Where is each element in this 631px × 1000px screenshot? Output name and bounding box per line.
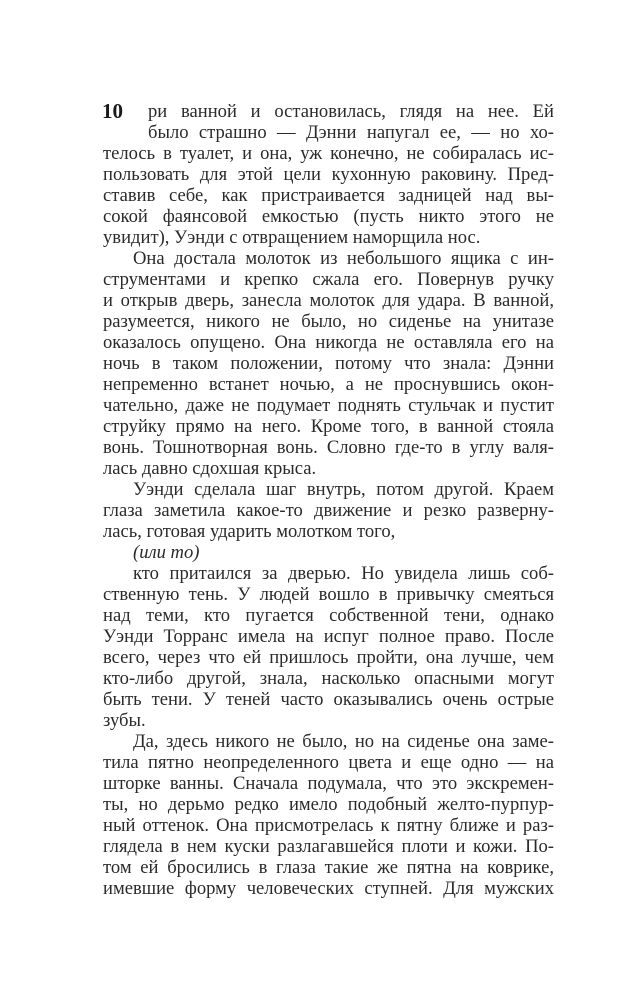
text-line: быть тени. У теней часто оказывались очень острые xyxy=(103,689,554,710)
text-line: глядела в нем куски разлагавшейся плоти и кожи. По- xyxy=(103,836,554,857)
text-line: ставив себе, как пристраивается задницей над вы- xyxy=(103,185,554,206)
text-line: струйку прямо на него. Кроме того, в ванной стояла xyxy=(103,416,554,437)
text-line: Уэнди сделала шаг внутрь, потом другой. Краем xyxy=(133,479,554,500)
text-line: ный оттенок. Она присмотрелась к пятну ближе и раз- xyxy=(103,815,554,836)
text-line: лась давно сдохшая крыса. xyxy=(103,458,317,479)
text-line: шторке ванны. Сначала подумала, что это экскремен- xyxy=(103,773,554,794)
text-line: глаза заметила какое-то движение и резко разверну- xyxy=(103,500,554,521)
text-line: непременно встанет ночью, а не проснувшись окон- xyxy=(103,374,554,395)
text-line: вонь. Тошнотворная вонь. Словно где-то в углу валя- xyxy=(103,437,554,458)
text-line: пользовать для этой цели кухонную раковину. Пред- xyxy=(103,164,554,185)
text-line: оказалось опущено. Она никогда не оставляла его на xyxy=(103,332,554,353)
text-line: над теми, кто пугается собственной тени, однако xyxy=(103,605,554,626)
page-number: 10 xyxy=(102,99,123,123)
text-line: ри ванной и остановилась, глядя на нее. Ей xyxy=(148,101,554,122)
text-line: телось в туалет, и она, уж конечно, не собиралась ис- xyxy=(103,143,554,164)
text-line: ственную тень. У людей вошло в привычку смеяться xyxy=(103,584,554,605)
text-line: (или то) xyxy=(133,542,200,563)
text-line: чательно, даже не подумает поднять стульчак и пустит xyxy=(103,395,554,416)
text-line: лась, готовая ударить молотком того, xyxy=(103,521,396,542)
text-line: струментами и крепко сжала его. Повернув ручку xyxy=(103,269,554,290)
text-line: Уэнди Торранс имела на испуг полное право. После xyxy=(103,626,554,647)
text-line: ты, но дерьмо редко имело подобный желто-пурпур- xyxy=(103,794,554,815)
text-line: кто притаился за дверью. Но увидела лишь соб- xyxy=(133,563,554,584)
text-line: кто-либо другой, знала, насколько опасными могут xyxy=(103,668,554,689)
text-line: том ей бросились в глаза такие же пятна на коврике, xyxy=(103,857,554,878)
text-line: и открыв дверь, занесла молоток для удара. В ванной, xyxy=(103,290,554,311)
body-text xyxy=(103,101,554,899)
text-line: всего, через что ей пришлось пройти, она лучше, чем xyxy=(103,647,554,668)
text-line: разумеется, никого не было, но сиденье на унитазе xyxy=(103,311,554,332)
text-line: зубы. xyxy=(103,710,146,731)
text-line: тила пятно неопределенного цвета и еще одно — на xyxy=(103,752,554,773)
text-line: ночь в таком положении, потому что знала: Дэнни xyxy=(103,353,554,374)
text-line: Да, здесь никого не было, но на сиденье она заме- xyxy=(133,731,554,752)
text-line: Она достала молоток из небольшого ящика с ин- xyxy=(133,248,554,269)
text-line: сокой фаянсовой емкостью (пусть никто этого не xyxy=(103,206,554,227)
text-line: увидит), Уэнди с отвращением наморщила нос. xyxy=(103,227,481,248)
text-line: было страшно — Дэнни напугал ее, — но хо- xyxy=(148,122,554,143)
text-line: имевшие форму человеческих ступней. Для мужских xyxy=(103,878,554,899)
